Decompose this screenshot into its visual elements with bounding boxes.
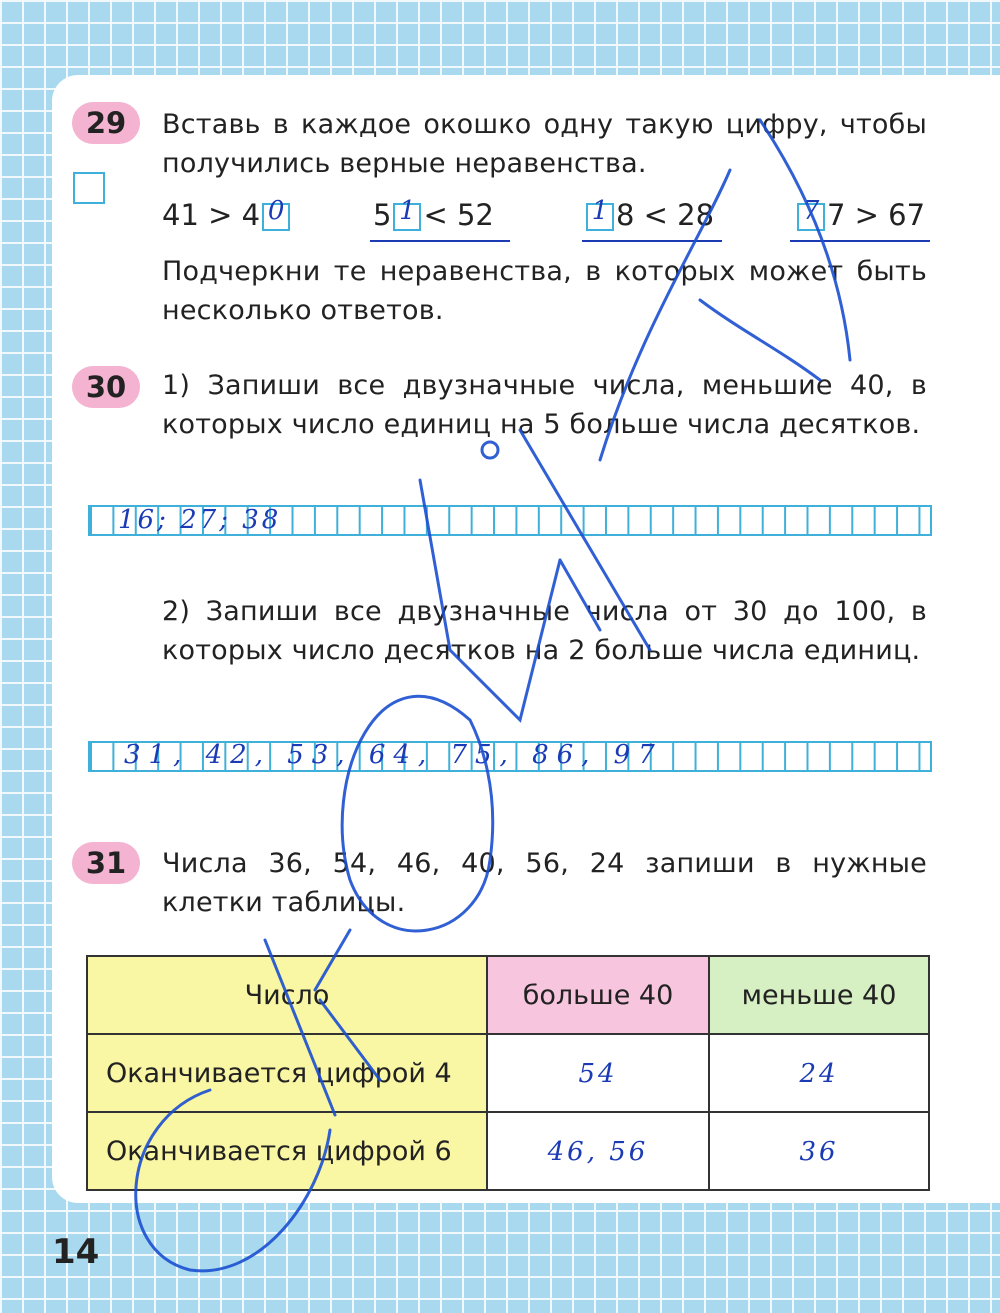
page-number: 14 [52, 1232, 100, 1272]
inequality-3-underline [582, 240, 722, 242]
inequality-2 [373, 198, 494, 232]
cell-4-greater-answer: 54 [578, 1058, 618, 1089]
inequality-2-right: < 52 [423, 198, 494, 232]
cell-6-less[interactable] [709, 1112, 929, 1190]
cell-6-greater[interactable] [487, 1112, 709, 1190]
inequality-3 [584, 198, 714, 232]
task-29-checkbox[interactable] [73, 172, 105, 204]
inequality-1-left: 41 > 4 [162, 198, 261, 232]
classification-table [86, 955, 930, 1191]
handwritten-answer-1: 16; 27; 38 [118, 505, 282, 535]
inequality-2-left: 5 [373, 198, 392, 232]
task-31-badge: 31 [72, 842, 140, 884]
inequality-4 [795, 198, 925, 232]
inequality-1-box[interactable] [262, 196, 290, 231]
row-ends-with-4: Оканчивается цифрой 4 [87, 1034, 487, 1112]
inequality-1 [162, 198, 292, 232]
task-29-badge: 29 [72, 102, 140, 144]
inequality-2-answer: 1 [399, 196, 416, 226]
task-29-instruction-2: Подчеркни те неравенства, в которых может быть несколько ответов. [162, 256, 927, 326]
cell-4-less[interactable] [709, 1034, 929, 1112]
inequality-4-box[interactable] [797, 196, 825, 231]
task-30-part-1: 1) Запиши все двузначные числа, меньшие 40, в которых число единиц на 5 больше числа десятков. [162, 370, 927, 440]
task-29-instruction: Вставь в каждое окошко одну такую цифру, чтобы получились верные неравенства. [162, 109, 927, 179]
row-ends-with-6: Оканчивается цифрой 6 [87, 1112, 487, 1190]
inequality-3-answer: 1 [591, 196, 609, 226]
header-less-40: меньше 40 [709, 956, 929, 1034]
inequality-4-answer: 7 [802, 196, 820, 226]
inequality-3-right: 8 < 28 [616, 198, 715, 232]
cell-6-less-answer: 36 [799, 1136, 839, 1167]
handwritten-answer-2: 31, 42, 53, 64, 75, 86, 97 [124, 740, 663, 770]
task-30-badge: 30 [72, 366, 140, 408]
inequality-2-box[interactable] [393, 196, 421, 231]
inequality-3-box[interactable] [586, 196, 614, 231]
header-greater-40: больше 40 [487, 956, 709, 1034]
task-31-instruction: Числа 36, 54, 46, 40, 56, 24 запиши в нужные клетки таблицы. [162, 848, 927, 918]
cell-4-greater[interactable] [487, 1034, 709, 1112]
inequality-2-underline [370, 240, 510, 242]
inequality-1-answer: 0 [267, 196, 285, 226]
inequality-4-right: 7 > 67 [827, 198, 926, 232]
task-30-part-2: 2) Запиши все двузначные числа от 30 до 100, в которых число десятков на 2 больше числа единиц. [162, 596, 927, 666]
cell-4-less-answer: 24 [799, 1058, 839, 1089]
cell-6-greater-answer: 46, 56 [547, 1136, 649, 1167]
header-number: Число [87, 956, 487, 1034]
inequality-4-underline [790, 240, 930, 242]
